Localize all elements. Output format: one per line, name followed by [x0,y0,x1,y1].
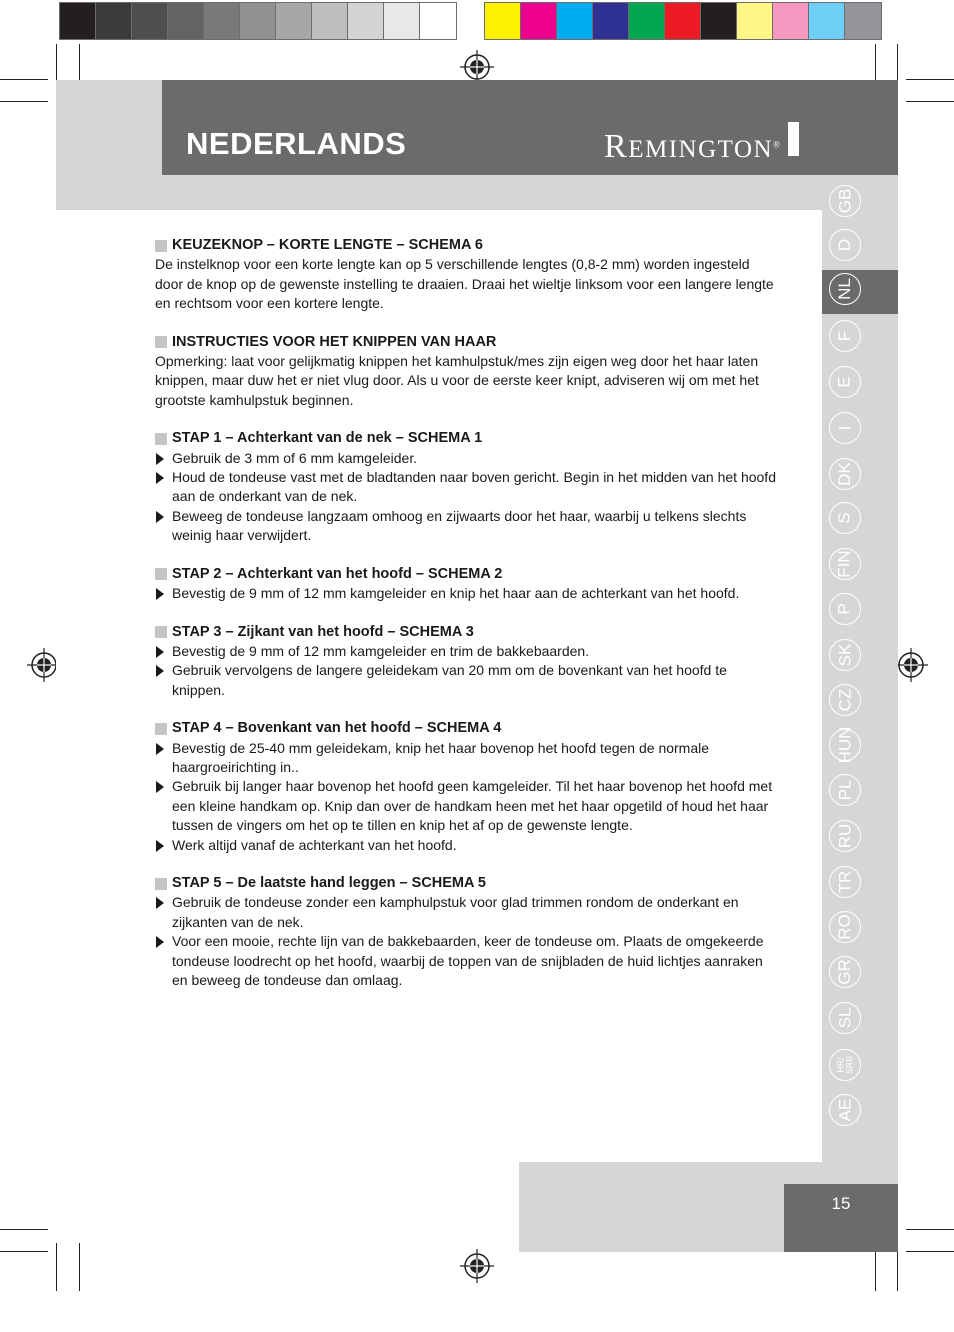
bullet-item [155,584,780,603]
section-heading-text: INSTRUCTIES VOOR HET KNIPPEN VAN HAAR [172,333,497,350]
bullet-text: Bevestig de 9 mm of 12 mm kamgeleider en knip het haar aan de achterkant van het hoofd. [172,585,740,602]
bullet-item [155,893,780,932]
crop-mark [0,1229,48,1230]
bullet-item [155,449,780,468]
language-tab-label: S [835,512,854,524]
language-tab-tr[interactable] [829,866,861,898]
bullet-text: Gebruik bij langer haar bovenop het hoofd geen kamgeleider. Til het haar bovenop het hoofd met een kleine handkam op. Knip dan over de handkam heen met het haar opgetild of houd het haar tussen de vingers om het op te tillen en knip het af op de gewenste lengte. [172,778,773,834]
language-tab-label: D [835,238,854,252]
section-square-icon [155,336,167,348]
language-tab-e[interactable] [829,366,861,398]
language-tab-gr[interactable] [829,956,861,988]
color-swatch [312,3,348,39]
language-tab-hrsrb[interactable] [829,1049,861,1081]
section-paragraph: De instelknop voor een korte lengte kan op 5 verschillende lengtes (0,8-2 mm) worden ingesteld door de knop op de gewenste instelling te draaien. Draai het wieltje linksom voor een langere lengte en rechtsom voor een kortere lengte. [155,256,774,312]
language-tab-gb[interactable] [829,185,861,217]
language-tab-label: TR [834,870,854,894]
color-swatch [60,3,96,39]
language-tab-label: F [834,330,854,342]
bullet-item [155,777,780,835]
language-tab-f[interactable] [829,320,861,352]
section-heading [155,719,780,738]
color-swatch [521,3,557,39]
instruction-section [155,719,780,855]
section-heading [155,333,780,352]
language-tab-fin[interactable] [829,548,861,580]
bullet-arrow-icon [156,453,164,465]
color-swatch [809,3,845,39]
color-swatch [485,3,521,39]
language-tab-label: NL [834,278,854,300]
language-tab-label: RU [835,823,854,849]
section-heading [155,623,780,642]
instruction-section [155,565,780,604]
section-square-icon [155,240,167,252]
language-tab-hun[interactable] [829,726,861,764]
page-number: 15 [831,1194,851,1213]
section-heading-text: STAP 2 – Achterkant van het hoofd – SCHEMA 2 [172,565,503,582]
language-tab-label: FIN [834,550,854,578]
section-heading [155,874,780,893]
bullet-arrow-icon [156,472,164,484]
language-tab-label: P [835,603,854,615]
language-tab-label: RO [835,914,854,940]
bullet-arrow-icon [156,781,164,793]
bullet-item [155,642,780,661]
bullet-text: Beweeg de tondeuse langzaam omhoog en zijwaarts door het haar, waarbij u telkens slechts weinig haar verwijdert. [172,507,747,544]
language-tab-p[interactable] [829,593,861,625]
language-tab-label: SL [834,1007,854,1029]
color-swatch [420,3,456,39]
bullet-arrow-icon [156,936,164,948]
crop-mark [0,1251,48,1252]
instruction-section [155,333,780,411]
process-color-calibration-bar [484,2,882,40]
bullet-text: Gebruik de tondeuse zonder een kamphulpstuk voor glad trimmen rondom de onderkant en zijkanten van de nek. [172,894,739,930]
brand-bar-icon [788,122,799,156]
bullet-arrow-icon [156,743,164,755]
bullet-arrow-icon [156,588,164,600]
color-swatch [168,3,204,39]
color-swatch [348,3,384,39]
registration-mark-icon [894,648,928,682]
bullet-text: Gebruik vervolgens de langere geleidekam van 20 mm om de bovenkant van het hoofd te knippen. [172,662,727,698]
language-tab-i[interactable] [829,412,861,444]
section-heading-text: KEUZEKNOP – KORTE LENGTE – SCHEMA 6 [172,237,483,253]
section-heading-text: STAP 4 – Bovenkant van het hoofd – SCHEMA 4 [172,720,502,737]
color-swatch [845,3,881,39]
registration-mark-icon [460,50,494,84]
bullet-item [155,932,780,990]
language-tab-label: E [835,376,854,388]
color-swatch [96,3,132,39]
bullet-item [155,661,780,700]
bullet-text: Bevestig de 9 mm of 12 mm kamgeleider en trim de bakkebaarden. [172,642,590,659]
grey-scale-calibration-bar [59,2,457,40]
bullet-arrow-icon [156,646,164,658]
language-tab-label: AE [835,1098,854,1122]
crop-mark [906,79,954,80]
language-tab-label: PL [834,779,854,801]
instruction-section [155,874,780,990]
color-swatch [629,3,665,39]
language-tab-label: GR [835,959,854,985]
bullet-text: Werk altijd vanaf de achterkant van het hoofd. [172,836,457,853]
section-heading-text: STAP 5 – De laatste hand leggen – SCHEMA 5 [172,874,486,891]
section-square-icon [155,626,167,638]
language-tab-d[interactable] [829,229,861,261]
language-tab-label: CZ [834,688,854,712]
color-swatch [276,3,312,39]
color-swatch [384,3,420,39]
bullet-arrow-icon [156,665,164,677]
language-tab-sk[interactable] [829,639,861,671]
bullet-arrow-icon [156,897,164,909]
brand-logo [604,128,781,166]
bullet-item [155,836,780,855]
color-swatch [773,3,809,39]
section-square-icon [155,568,167,580]
instructions-body [155,236,780,1009]
section-heading [155,429,780,448]
bullet-text: Voor een mooie, rechte lijn van de bakkebaarden, keer de tondeuse om. Plaats de omgekeerde tondeuse loodrecht op het hoofd, waarbij de toppen van de snijbladen de huid lichtjes aanraken en beweeg de tondeuse dan omlaag. [172,933,764,988]
language-tab-cz[interactable] [829,684,861,716]
language-tab-pl[interactable] [829,774,861,806]
crop-mark [906,1229,954,1230]
language-tab-label: HR/ SRB [834,1055,854,1075]
bullet-text: Gebruik de 3 mm of 6 mm kamgeleider. [172,449,418,466]
section-heading-text: STAP 1 – Achterkant van de nek – SCHEMA 1 [172,430,483,447]
color-swatch [132,3,168,39]
color-swatch [204,3,240,39]
language-tab-dk[interactable] [829,458,861,490]
brand-logo-initial: R [604,128,629,165]
language-tab-label: I [834,425,854,431]
language-tab-sl[interactable] [829,1002,861,1034]
color-swatch [701,3,737,39]
crop-mark [79,1243,80,1291]
instruction-section [155,623,780,701]
bullet-arrow-icon [156,840,164,852]
page-title: NEDERLANDS [186,126,407,161]
bullet-item [155,468,780,507]
bullet-item [155,507,780,546]
instruction-section [155,429,780,545]
bullet-item [155,739,780,778]
color-swatch [240,3,276,39]
section-heading [155,565,780,584]
section-heading-text: STAP 3 – Zijkant van het hoofd – SCHEMA 3 [172,623,474,640]
section-square-icon [155,723,167,735]
language-tab-label: HUN [835,726,854,764]
registration-mark-icon [460,1249,494,1283]
brand-logo-mark: ® [773,139,782,150]
section-paragraph: Opmerking: laat voor gelijkmatig knippen het kamhulpstuk/mes zijn eigen weg door het haar laten knippen, maar duw het er niet vlug door. Als u voor de eerste keer knipt, adviseren wij om met het grootste kamhulpstuk beginnen. [155,353,759,408]
bullet-arrow-icon [156,511,164,523]
language-tab-s[interactable] [829,502,861,534]
language-tab-ae[interactable] [829,1094,861,1126]
language-tab-label: SK [835,643,854,667]
color-swatch [557,3,593,39]
language-tab-label: GB [835,188,854,214]
crop-mark [906,101,954,102]
section-square-icon [155,878,167,890]
crop-mark [906,1251,954,1252]
brand-logo-rest: EMINGTON [628,136,774,163]
bullet-text: Houd de tondeuse vast met de bladtanden naar boven gericht. Begin in het midden van het hoofd aan de onderkant van de nek. [172,469,776,505]
language-tab-nl[interactable] [829,273,861,305]
color-swatch [593,3,629,39]
crop-mark [0,101,48,102]
section-heading [155,236,780,255]
crop-mark [0,79,48,80]
bullet-text: Bevestig de 25-40 mm geleidekam, knip het haar bovenop het hoofd tegen de normale haargroeirichting in.. [172,739,710,775]
instruction-section [155,236,780,314]
color-swatch [737,3,773,39]
language-tab-label: DK [835,462,854,486]
language-tab-ru[interactable] [829,820,861,852]
section-square-icon [155,433,167,445]
language-tab-ro[interactable] [829,911,861,943]
color-swatch [665,3,701,39]
crop-mark [56,1243,57,1291]
